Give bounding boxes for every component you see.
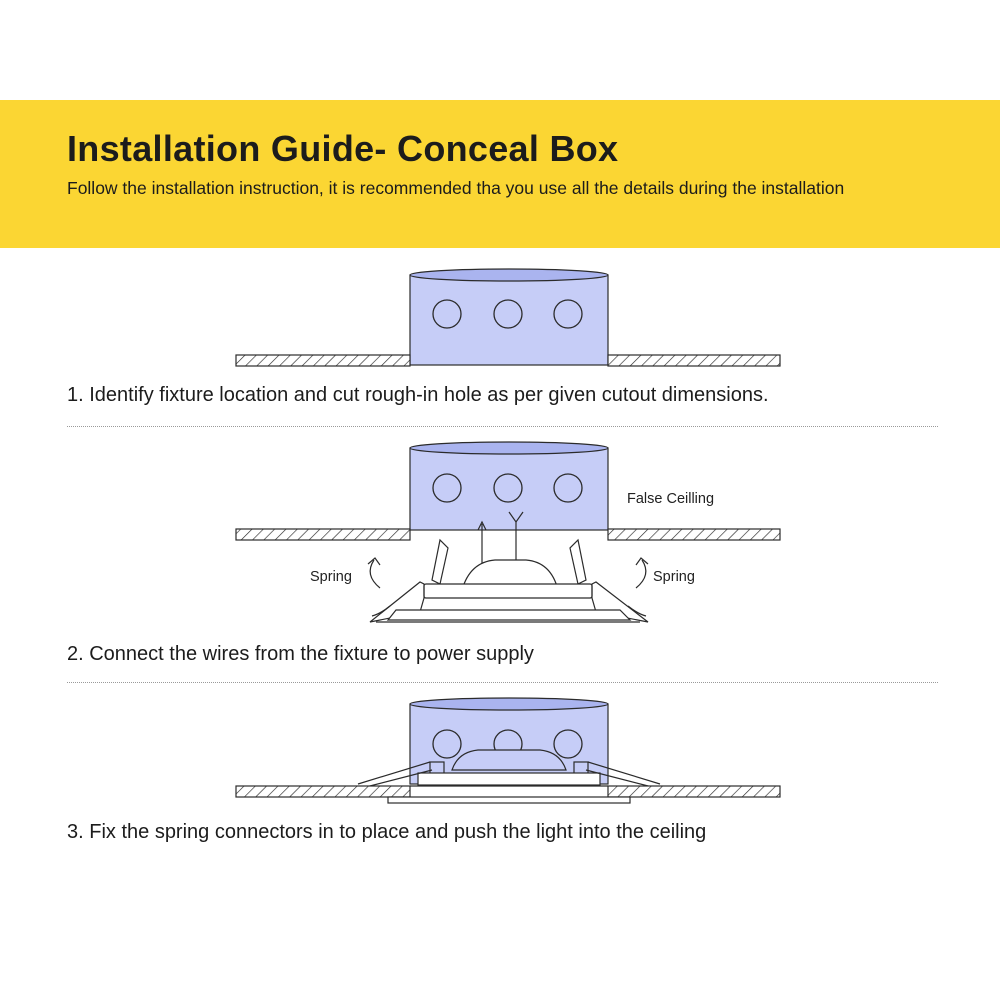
divider <box>67 426 938 427</box>
spring-arrow-right <box>636 558 648 588</box>
step3-diagram <box>236 698 780 803</box>
false-ceiling-label: False Ceilling <box>627 491 715 507</box>
light-fixture <box>358 750 660 788</box>
conceal-box <box>410 269 608 365</box>
step-2-text: 2. Connect the wires from the fixture to power supply <box>67 643 534 665</box>
page-subtitle: Follow the installation instruction, it is recommended tha you use all the details during the installation <box>67 178 845 198</box>
step-1-text: 1. Identify fixture location and cut rough-in hole as per given cutout dimensions. <box>67 384 769 406</box>
divider <box>67 682 938 683</box>
ceiling-right <box>608 786 780 797</box>
spring-arrow-left <box>368 558 380 588</box>
ceiling-right <box>608 529 780 540</box>
trim-ring <box>388 797 630 803</box>
step-3-text: 3. Fix the spring connectors in to place and push the light into the ceiling <box>67 821 707 843</box>
step1-diagram <box>236 269 780 366</box>
ceiling-left <box>236 529 410 540</box>
conceal-box <box>410 442 608 530</box>
step2-diagram <box>236 442 780 622</box>
ceiling-left <box>236 786 410 797</box>
ceiling-right <box>608 355 780 366</box>
light-fixture <box>370 540 648 622</box>
page-title: Installation Guide- Conceal Box <box>67 128 619 169</box>
spring-label-left: Spring <box>310 569 352 585</box>
ceiling-left <box>236 355 410 366</box>
spring-label-right: Spring <box>653 569 695 585</box>
